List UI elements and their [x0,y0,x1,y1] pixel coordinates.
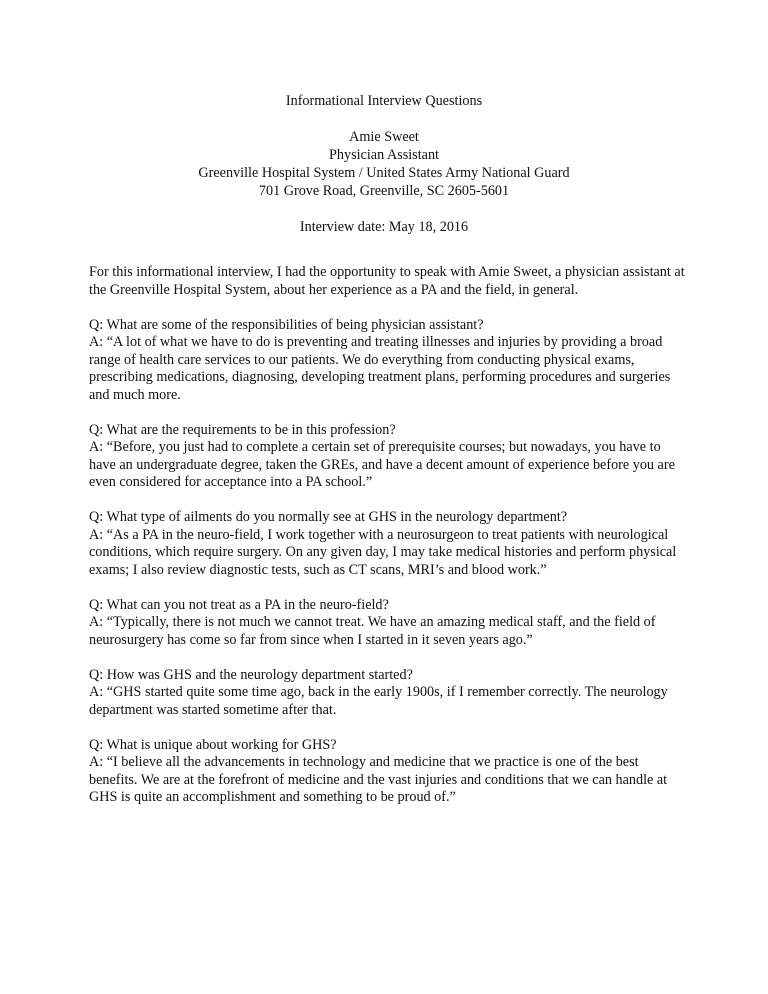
question: Q: What can you not treat as a PA in the neuro-field? [89,596,389,613]
answer: A: “A lot of what we have to do is preventing and treating illnesses and injuries by providing a broad range of health care services to our patients. We do everything from conducting physical exams, prescribing medications, diagnosing, developing treatment plans, performing procedures and surgeries and much more. [89,334,671,403]
document-title: Informational Interview Questions [285,93,483,109]
qa-block [89,422,689,492]
header-spacer [0,200,768,218]
answer: A: “I believe all the advancements in technology and medicine that we practice is one of the best benefits. We are at the forefront of medicine and the vast injuries and conditions that we can handle at GHS is quite an accomplishment and something to be proud of.” [89,754,668,805]
qa-block [89,509,689,579]
organization-address: 701 Grove Road, Greenville, SC 2605-5601 [258,183,510,199]
header-spacer [0,110,768,128]
interviewee-role: Physician Assistant [329,147,439,163]
answer: A: “As a PA in the neuro-field, I work together with a neurosurgeon to treat patients with neurological conditions, which require surgery. On any given day, I may take medical histories and perform physical exams; I also review diagnostic tests, such as CT scans, MRI’s and blood work.” [89,526,677,578]
qa-block [89,317,689,405]
intro-paragraph: For this informational interview, I had the opportunity to speak with Amie Sweet, a physician assistant at the Greenville Hospital System, about her experience as a PA and the field, in general. [89,264,685,298]
qa-block [89,597,689,650]
question: Q: What is unique about working for GHS? [89,736,337,753]
answer: A: “Before, you just had to complete a certain set of prerequisite courses; but nowadays, you have to have an undergraduate degree, taken the GREs, and have a decent amount of experience before you are even considered for acceptance into a PA school.” [89,439,675,490]
interviewee-organization: Greenville Hospital System / United States Army National Guard [198,165,570,181]
interview-date: Interview date: May 18, 2016 [299,219,469,235]
question: Q: What are the requirements to be in this profession? [89,421,396,438]
document-header [0,92,768,236]
question: Q: What are some of the responsibilities of being physician assistant? [89,316,484,333]
answer: A: “GHS started quite some time ago, back in the early 1900s, if I remember correctly. The neurology department was started sometime after that. [89,684,668,718]
document-body [89,264,689,824]
answer: A: “Typically, there is not much we cannot treat. We have an amazing medical staff, and the field of neurosurgery has come so far from since when I started in it seven years ago.” [89,614,656,648]
qa-block [89,737,689,807]
interviewee-name: Amie Sweet [349,129,419,145]
question: Q: How was GHS and the neurology department started? [89,666,413,683]
question: Q: What type of ailments do you normally see at GHS in the neurology department? [89,509,568,525]
qa-block [89,667,689,720]
